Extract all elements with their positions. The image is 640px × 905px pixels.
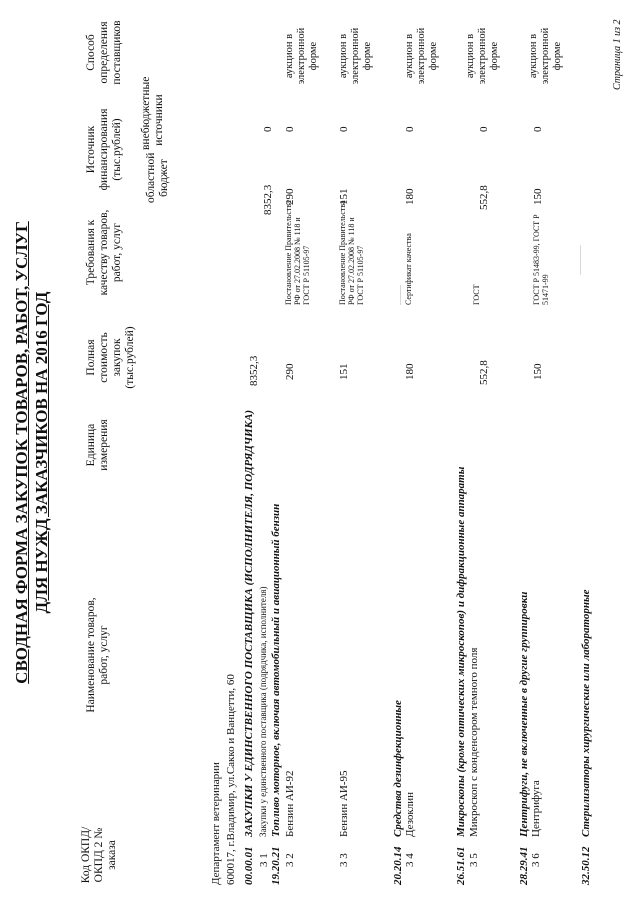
header-name: Наименование товаров, работ, услуг [85, 597, 110, 713]
row-order-number: 3 5 [468, 853, 480, 867]
section-row-title: Микроскопы (кроме оптических микроскопов) и дифракционные аппараты [455, 466, 467, 837]
row-cost: 290 [284, 363, 296, 380]
row-funding-regional: 290 [284, 188, 296, 205]
row-method: аукцион в электронной форме [338, 27, 373, 85]
row-funding-regional: 552,8 [478, 185, 490, 210]
row-requirements: ГОСТ Р 51483-99, ГОСТ Р 51471-99 [532, 214, 550, 305]
page-number: Страница 1 из 2 [612, 19, 623, 90]
header-requirements: Требования к качеству товаров, работ, услуг [85, 209, 123, 296]
row-item-name: Бензин АИ-92 [284, 770, 296, 837]
row-order-number: 3 3 [338, 853, 350, 867]
row-funding-regional: 8352,3 [262, 184, 274, 215]
row-funding-extra: 0 [338, 126, 350, 132]
section-row-title: Центрифуги, не включенные в другие группировки [518, 591, 530, 837]
customer-address: 600017, г.Владимир, ул.Сакко и Ванцетти, 60 [225, 674, 237, 885]
row-funding-extra: 0 [284, 126, 296, 132]
row-item-name: Микроскоп с конденсором темного поля [468, 647, 480, 837]
header-cost: Полная стоимость закупок (тыс.рублей) [85, 326, 136, 389]
section-row-title: Стерилизаторы хирургические или лабораторные [580, 589, 592, 837]
row-order-number: 3 4 [404, 853, 416, 867]
row-requirements: Сертификат качества [404, 233, 413, 305]
row-order-number: 3 6 [530, 853, 542, 867]
row-requirements: ГОСТ [472, 284, 481, 305]
header-unit: Единица измерения [85, 419, 110, 471]
row-funding-regional: 151 [338, 188, 350, 205]
header-funding: Источник финансирования (тыс.рублей) [85, 108, 123, 191]
row-requirements: Постановление Правительства РФ от 27.02.2008 № 118 и ГОСТ Р 51105-97 [338, 200, 365, 305]
section-row-code: 26.51.61 [455, 846, 467, 885]
header-code: Код ОКПД/ ОКПД 2 № заказа [80, 826, 118, 884]
row-method: аукцион в электронной форме [465, 27, 500, 85]
row-item-name: Бензин АИ-95 [338, 770, 350, 837]
section-row-code: 28.29.41 [518, 846, 530, 885]
row-cost: 151 [338, 363, 350, 380]
section-row-code: 19.20.21 [270, 846, 282, 885]
header-funding-extra: внебюджетные источники [140, 76, 165, 150]
row-method: аукцион в электронной форме [284, 27, 319, 85]
row-cost: 150 [532, 363, 544, 380]
row-funding-regional: 150 [532, 188, 544, 205]
document-title-line-1: СВОДНАЯ ФОРМА ЗАКУПОК ТОВАРОВ, РАБОТ, УСЛУГ [12, 221, 31, 684]
row-funding-regional: 180 [404, 188, 416, 205]
row-order-number: 3 2 [284, 853, 296, 867]
header-funding-regional: областной бюджет [145, 152, 170, 203]
section-row-code: 32.50.12 [580, 846, 592, 885]
row-funding-extra: 0 [262, 126, 274, 132]
section-row-code: 00.00.01 [243, 846, 255, 885]
row-order-number: 3 1 [258, 853, 270, 867]
row-funding-extra: 0 [532, 126, 544, 132]
row-method: аукцион в электронной форме [528, 27, 563, 85]
section-row-code: 20.20.14 [392, 846, 404, 885]
scan-artifact [580, 245, 581, 275]
section-row-title: Средства дезинфекционные [392, 700, 404, 837]
row-item-name: Дезоклин [404, 791, 416, 837]
row-cost: 180 [404, 363, 416, 380]
row-method: аукцион в электронной форме [404, 27, 439, 85]
row-funding-extra: 0 [478, 126, 490, 132]
row-item-name: Закупки у единственного поставщика (подрядчика, исполнителя) [258, 586, 268, 837]
header-method: Способ определения поставщиков [85, 20, 123, 85]
row-item-name: Центрифуга [530, 780, 542, 837]
customer-name: Департамент ветеринарии [210, 762, 222, 885]
section-row-title: Топливо моторное, включая автомобильный и авиационный бензин [270, 503, 282, 837]
row-cost: 552,8 [478, 360, 490, 385]
scan-artifact [400, 285, 401, 305]
row-requirements: Постановление Правительства РФ от 27.02.2008 № 118 и ГОСТ Р 51105-97 [284, 200, 311, 305]
document-title-line-2: ДЛЯ НУЖД ЗАКАЗЧИКОВ НА 2016 ГОД [32, 291, 51, 614]
section-row-title: ЗАКУПКИ У ЕДИНСТВЕННОГО ПОСТАВЩИКА (ИСПОЛНИТЕЛЯ, ПОДРЯДЧИКА) [243, 409, 255, 837]
section-row-cost: 8352,3 [248, 355, 260, 386]
row-funding-extra: 0 [404, 126, 416, 132]
